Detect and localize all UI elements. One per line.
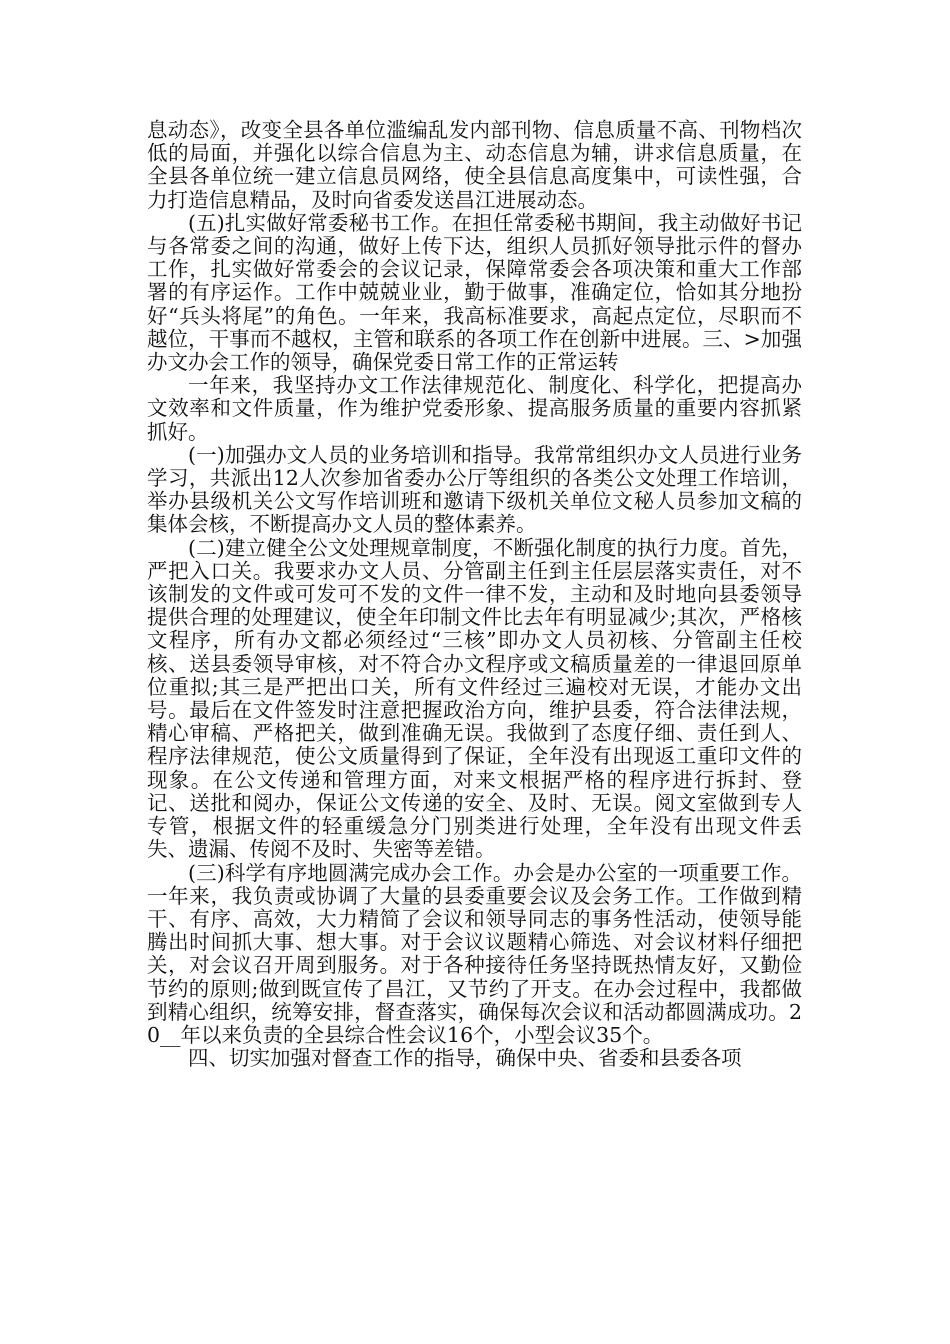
paragraph-rules-and-procedures: (二)建立健全公文处理规章制度，不断强化制度的执行力度。首先，严把入口关。我要求办文人员、分管副主任到主任层层落实责任，对不该制发的文件或可发可不发的文件一律不发，主动和及时地向县委领导提供合理的处理建议，使全年印制文件比去年有明显减少;其次，严格核文程序，所有办文都必须经过“三核”即办文人员初核、分管副主任校核、送县委领导审核，对不符合办文程序或文稿质量差的一律退回原单位重拟;其三是严把出口关，所有文件经过三遍校对无误，才能办文出号。最后在文件签发时注意把握政治方向，维护县委，符合法律法规，精心审稿、严格把关，做到准确无误。我做到了态度仔细、责任到人、程序法律规范，使公文质量得到了保证，全年没有出现返工重印文件的现象。在公文传递和管理方面，对来文根据严格的程序进行拆封、登记、送批和阅办，保证公文传递的安全、及时、无误。阅文室做到专人专管，根据文件的轻重缓急分门别类进行处理，全年没有出现文件丢失、遗漏、传阅不及时、失密等差错。	[147, 535, 802, 862]
paragraph-training: (一)加强办文人员的业务培训和指导。我常常组织办文人员进行业务学习，共派出12人次参加省委办公厅等组织的各类公文处理工作培训，举办县级机关公文写作培训班和邀请下级机关单位文秘人员参加文稿的集体会核，不断提高办文人员的整体素养。	[147, 442, 802, 537]
paragraph-info-dynamics: 息动态》，改变全县各单位滥编乱发内部刊物、信息质量不高、刊物档次低的局面，并强化以综合信息为主、动态信息为辅，讲求信息质量，在全县各单位统一建立信息员网络，使全县信息高度集中，可读性强，合力打造信息精品，及时向省委发送昌江进展动态。	[147, 118, 802, 212]
paragraph-standing-committee-secretary: (五)扎实做好常委秘书工作。在担任常委秘书期间，我主动做好书记与各常委之间的沟通，做好上传下达，组织人员抓好领导批示件的督办工作，扎实做好常委会的会议记录，保障常委会各项决策和重大工作部署的有序运作。工作中兢兢业业，勤于做事，准确定位，恰如其分地扮好“兵头将尾”的角色。一年来，我高标准要求，高起点定位，尽职而不越位，干事而不越权，主管和联系的各项工作在创新中进展。三、>加强办文办会工作的领导，确保党委日常工作的正常运转	[147, 210, 802, 375]
paragraph-supervision-heading: 四、切实加强对督查工作的指导，确保中央、省委和县委各项	[188, 1046, 742, 1071]
document-body	[147, 119, 802, 1070]
paragraph-meeting-work: (三)科学有序地圆满完成办会工作。办会是办公室的一项重要工作。一年来，我负责或协调了大量的县委重要会议及会务工作。工作做到精干、有序、高效，大力精简了会议和领导同志的事务性活动，使领导能腾出时间抓大事、想大事。对于会议议题精心筛选、对会议材料仔细把关，对会议召开周到服务。对于各种接待任务坚持既热情友好，又勤俭节约的原则;做到既宣传了昌江，又节约了开支。在办会过程中，我都做到精心组织，统筹安排，督查落实，确保每次会议和活动都圆满成功。20__年以来负责的全县综合性会议16个，小型会议35个。	[147, 860, 802, 1047]
paragraph-document-work-overview: 一年来，我坚持办文工作法律规范化、制度化、科学化，把提高办文效率和文件质量，作为维护党委形象、提高服务质量的重要内容抓紧抓好。	[147, 373, 802, 444]
